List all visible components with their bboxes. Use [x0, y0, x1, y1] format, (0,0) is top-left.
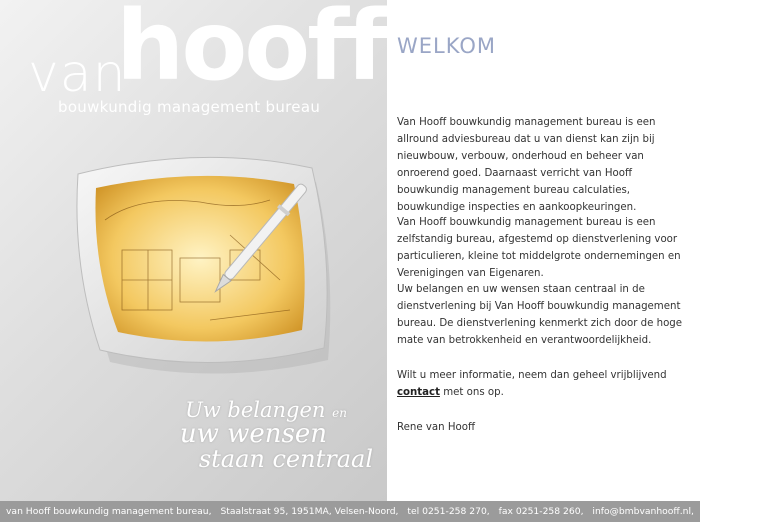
contact-paragraph	[397, 367, 689, 401]
main-content	[397, 34, 687, 433]
logo-van-text: van	[28, 44, 127, 104]
intro-paragraph-3: Uw belangen en uw wensen staan centraal in de dienstverlening bij Van Hooff bouwkundig management bureau. De dienstverlening kenmerkt zich door de hoge mate van betrokkenheid en verantwoordelijkheid.	[397, 284, 683, 346]
intro-paragraph-2: Van Hooff bouwkundig management bureau is een zelfstandig bureau, afgestemd op dienstverlening voor particulieren, kleine tot middelgrote ondernemingen en Verenigingen van Eigenaren.	[397, 217, 681, 279]
footer-tel: tel 0251-258 270,	[407, 506, 490, 517]
footer-company: van Hooff bouwkundig management bureau,	[6, 506, 212, 517]
contact-intro: Wilt u meer informatie, neem dan geheel vrijblijvend	[397, 370, 667, 381]
slogan-line-3: staan centraal	[198, 445, 373, 473]
logo-subtitle: bouwkundig management bureau	[58, 98, 321, 116]
footer-fax: fax 0251-258 260,	[498, 506, 584, 517]
contact-outro: met ons op.	[443, 387, 504, 398]
slogan-line-1	[113, 400, 347, 421]
hero-panel	[0, 0, 387, 501]
intro-paragraph-1: Van Hooff bouwkundig management bureau is een allround adviesbureau dat u van dienst kan zijn bij nieuwbouw, verbouw, onderhoud en beheer van onroerend goed. Daarnaast verricht van Hooff bouwkundig management bureau calculaties, bouwkundige inspecties en aankoopkeuringen.	[397, 117, 656, 213]
slogan-line-1-text: Uw belangen	[185, 398, 326, 422]
logo-hooff-text: hooff	[116, 0, 385, 102]
contact-link[interactable]: contact	[397, 387, 440, 398]
slogan-line-1-small: en	[332, 406, 347, 420]
page-title: WELKOM	[397, 34, 497, 58]
slogan	[113, 400, 373, 471]
footer	[0, 501, 753, 522]
footer-address: Staalstraat 95, 1951MA, Velsen-Noord,	[220, 506, 399, 517]
footer-webdesign-link[interactable]: webdesign	[702, 506, 753, 517]
signature: Rene van Hooff	[397, 422, 475, 433]
slogan-line-2: uw wensen	[179, 419, 327, 449]
blueprint-frame-illustration	[60, 140, 360, 380]
footer-email-link[interactable]: info@bmbvanhooff.nl,	[592, 506, 694, 517]
